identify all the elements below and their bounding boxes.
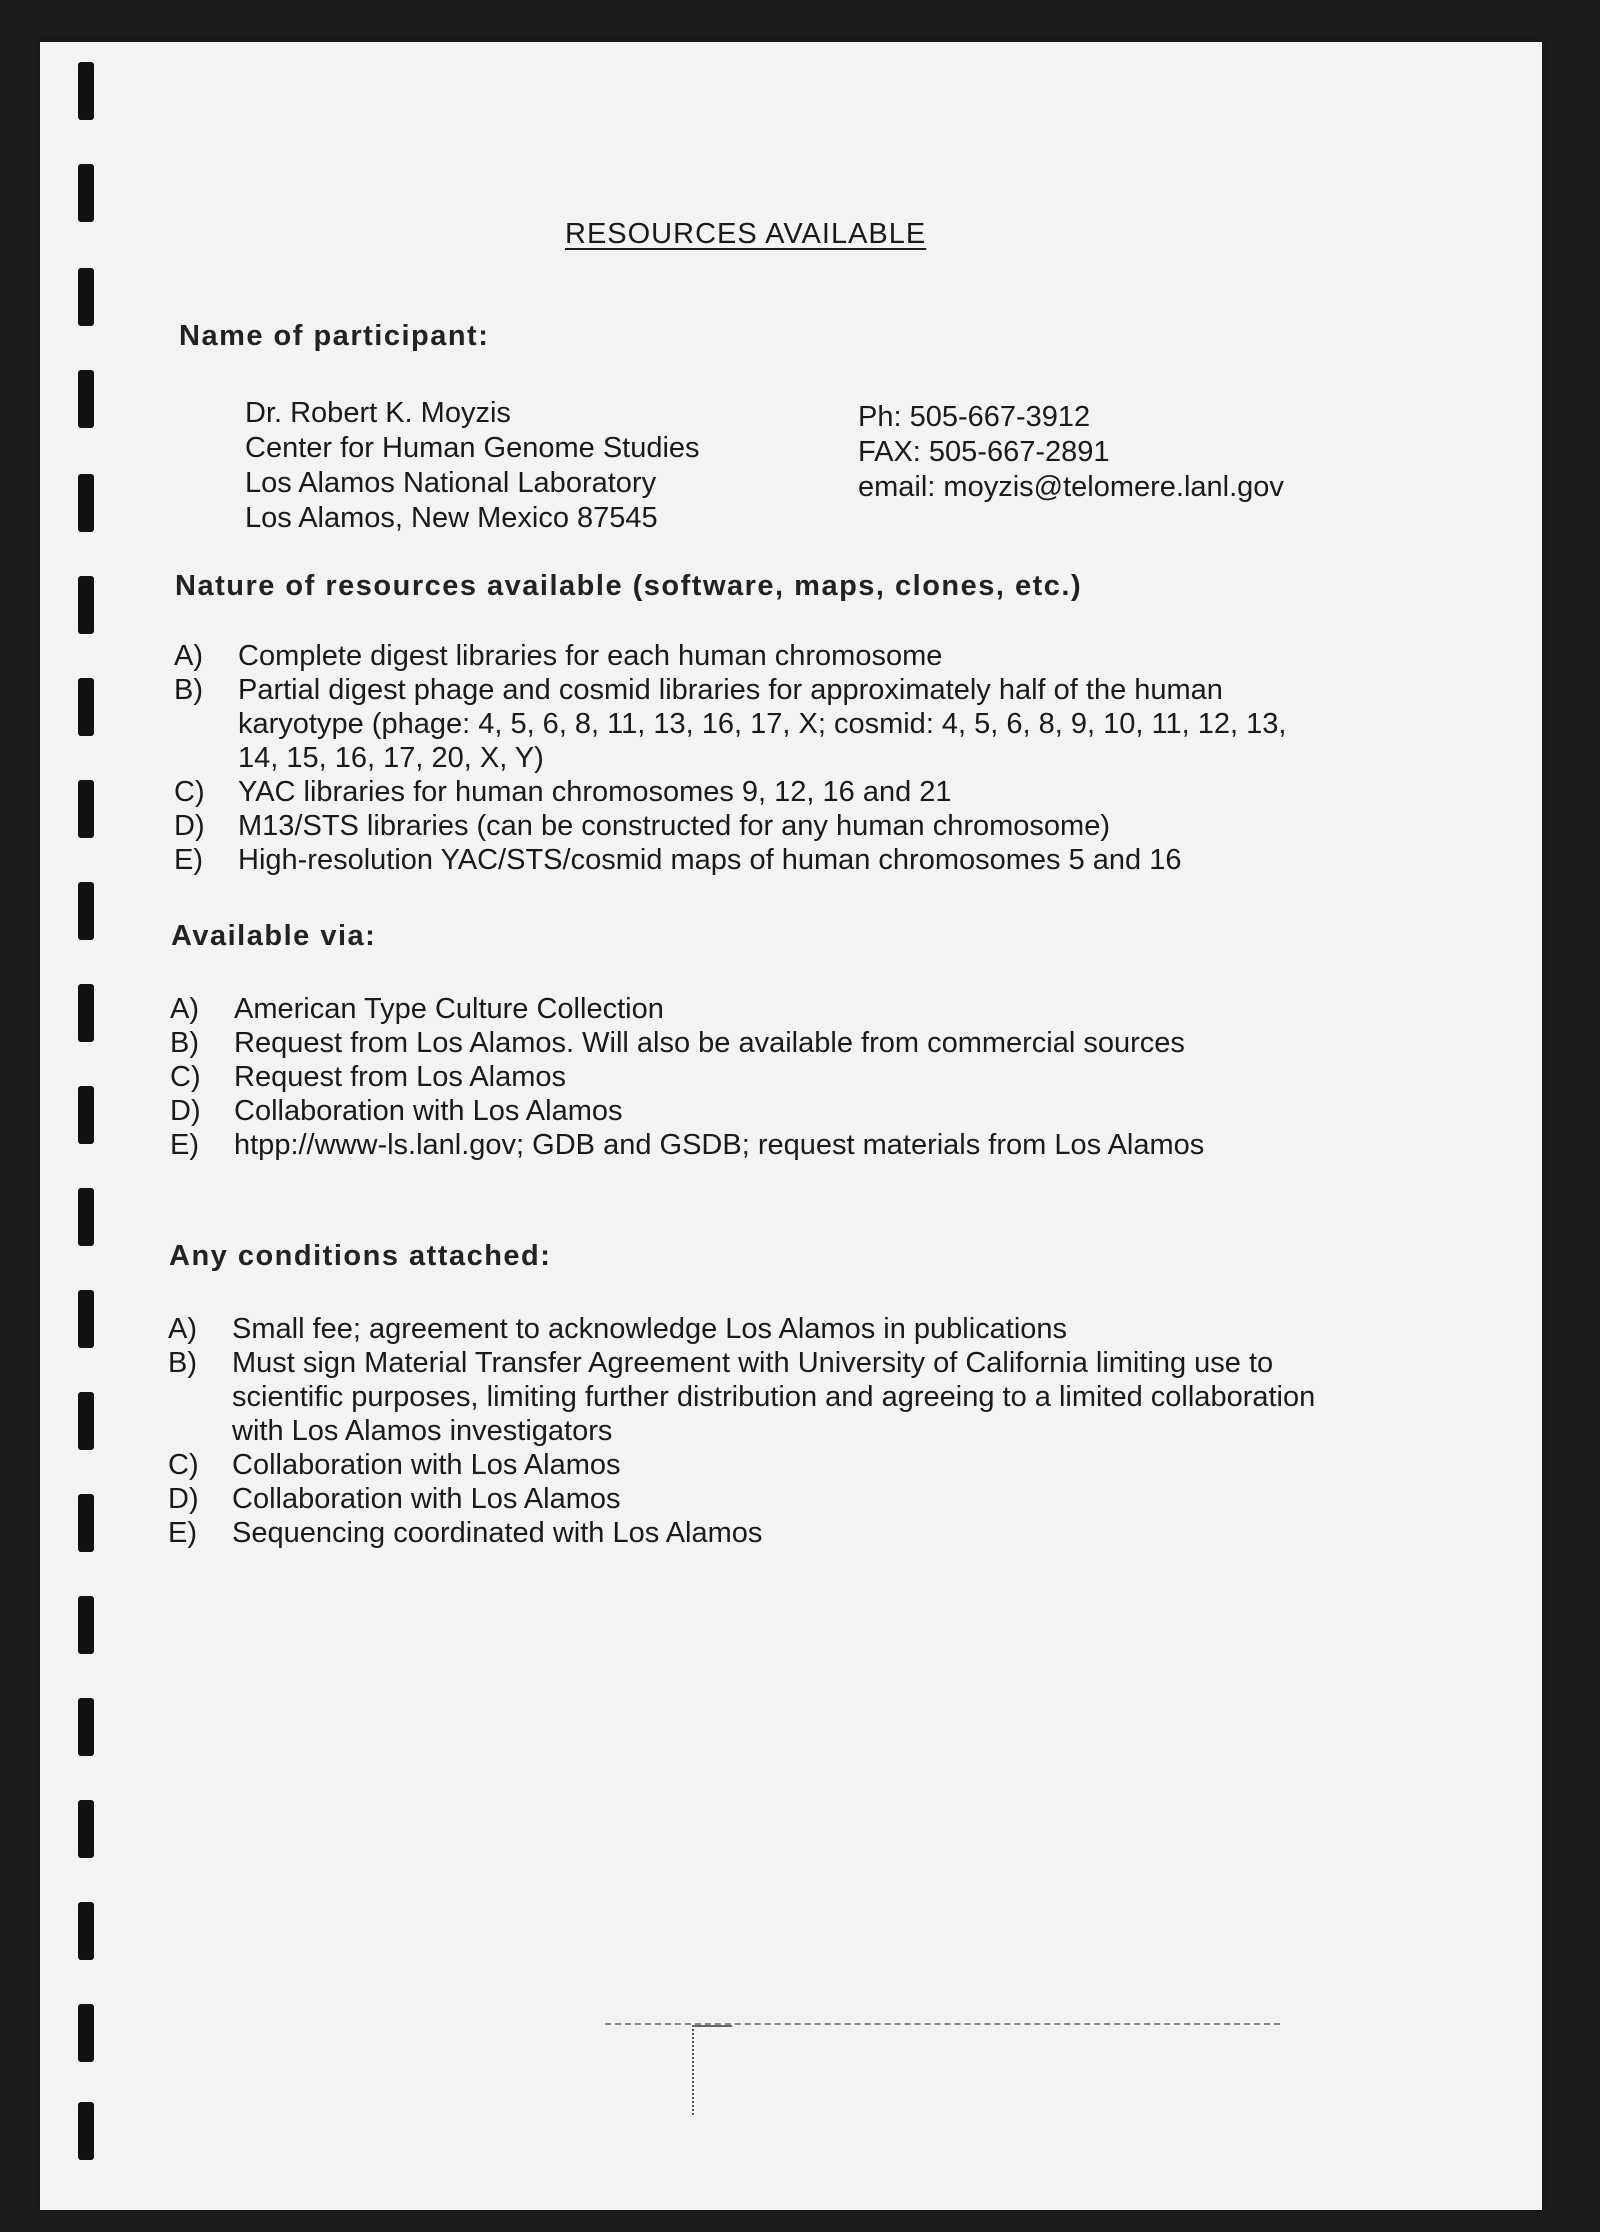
email-line: email: moyzis@telomere.lanl.gov (858, 471, 1284, 503)
item-text: Small fee; agreement to acknowledge Los Alamos in publications (232, 1313, 1068, 1345)
binding-hole (78, 370, 94, 428)
list-item (174, 843, 1374, 877)
item-text: Collaboration with Los Alamos (232, 1449, 621, 1481)
list-item (174, 673, 1374, 775)
conditions-list (168, 1312, 1408, 1550)
address-line: Los Alamos, New Mexico 87545 (245, 502, 658, 534)
document-page (40, 42, 1542, 2210)
item-label: D) (170, 1095, 201, 1127)
item-label: C) (170, 1061, 201, 1093)
binding-hole (78, 1902, 94, 1960)
binding-hole (78, 2004, 94, 2062)
item-text: M13/STS libraries (can be constructed for any human chromosome) (238, 810, 1110, 842)
item-text: YAC libraries for human chromosomes 9, 12, 16 and 21 (238, 776, 952, 808)
availability-heading: Available via: (171, 920, 377, 952)
item-label: C) (168, 1449, 199, 1481)
item-label: D) (174, 810, 205, 842)
resources-heading: Nature of resources available (software, maps, clones, etc.) (175, 570, 1083, 602)
binding-hole (78, 780, 94, 838)
list-item (170, 1128, 1390, 1162)
item-text: Request from Los Alamos (234, 1061, 567, 1093)
list-item (168, 1482, 1408, 1516)
list-item (174, 775, 1374, 809)
address-line: Center for Human Genome Studies (245, 432, 700, 464)
list-item (170, 1026, 1390, 1060)
list-item (168, 1448, 1408, 1482)
list-item (168, 1312, 1408, 1346)
binding-hole (78, 164, 94, 222)
item-text: American Type Culture Collection (234, 993, 664, 1025)
resources-list (174, 639, 1374, 877)
item-text: Request from Los Alamos. Will also be available from commercial sources (234, 1027, 1185, 1059)
item-text: Must sign Material Transfer Agreement with University of California limiting use to scientific purposes, limiting further distribution and agreeing to a limited collaboration with Los Alamos investigators (232, 1347, 1316, 1447)
binding-hole (78, 1698, 94, 1756)
fax-line: FAX: 505-667-2891 (858, 436, 1110, 468)
item-text: htpp://www-ls.lanl.gov; GDB and GSDB; request materials from Los Alamos (234, 1129, 1205, 1161)
crop-mark (692, 2025, 694, 2115)
address-line: Dr. Robert K. Moyzis (245, 397, 511, 429)
item-label: E) (168, 1517, 197, 1549)
binding-hole (78, 576, 94, 634)
binding-hole (78, 1800, 94, 1858)
binding-hole (78, 474, 94, 532)
list-item (174, 639, 1374, 673)
binding-hole (78, 1392, 94, 1450)
binding-hole (78, 1086, 94, 1144)
binding-hole (78, 2102, 94, 2160)
binding-hole (78, 1494, 94, 1552)
list-item (170, 1094, 1390, 1128)
binding-hole (78, 62, 94, 120)
binding-hole (78, 984, 94, 1042)
binding-hole (78, 882, 94, 940)
item-label: D) (168, 1483, 199, 1515)
item-text: High-resolution YAC/STS/cosmid maps of human chromosomes 5 and 16 (238, 844, 1182, 876)
availability-list (170, 992, 1390, 1162)
item-text: Complete digest libraries for each human chromosome (238, 640, 943, 672)
address-line: Los Alamos National Laboratory (245, 467, 657, 499)
binding-hole (78, 1188, 94, 1246)
binding-hole (78, 1596, 94, 1654)
list-item (170, 992, 1390, 1026)
item-text: Partial digest phage and cosmid libraries for approximately half of the human karyotype (phage: 4, 5, 6, 8, 11, 13, 16, 17, X; cosmid: 4, 5, 6, 8, 9, 10, 11, 12, 13, 14, 15, 16, 17, 20, X, Y) (238, 674, 1287, 774)
item-label: B) (170, 1027, 199, 1059)
crop-mark (692, 2025, 732, 2027)
binding-hole (78, 678, 94, 736)
list-item (168, 1516, 1408, 1550)
list-item (168, 1346, 1408, 1448)
item-text: Sequencing coordinated with Los Alamos (232, 1517, 763, 1549)
list-item (170, 1060, 1390, 1094)
conditions-heading: Any conditions attached: (169, 1240, 552, 1272)
phone-line: Ph: 505-667-3912 (858, 401, 1091, 433)
item-label: E) (174, 844, 203, 876)
binding-hole (78, 1290, 94, 1348)
binding-hole (78, 268, 94, 326)
item-label: B) (174, 674, 203, 706)
page-title: RESOURCES AVAILABLE (565, 218, 927, 250)
participant-heading: Name of participant: (179, 320, 490, 352)
item-label: A) (174, 640, 203, 672)
list-item (174, 809, 1374, 843)
participant-address (245, 396, 700, 536)
item-label: E) (170, 1129, 199, 1161)
participant-contact (858, 400, 1284, 505)
item-text: Collaboration with Los Alamos (232, 1483, 621, 1515)
item-label: C) (174, 776, 205, 808)
item-label: A) (168, 1313, 197, 1345)
item-text: Collaboration with Los Alamos (234, 1095, 623, 1127)
item-label: A) (170, 993, 199, 1025)
item-label: B) (168, 1347, 197, 1379)
